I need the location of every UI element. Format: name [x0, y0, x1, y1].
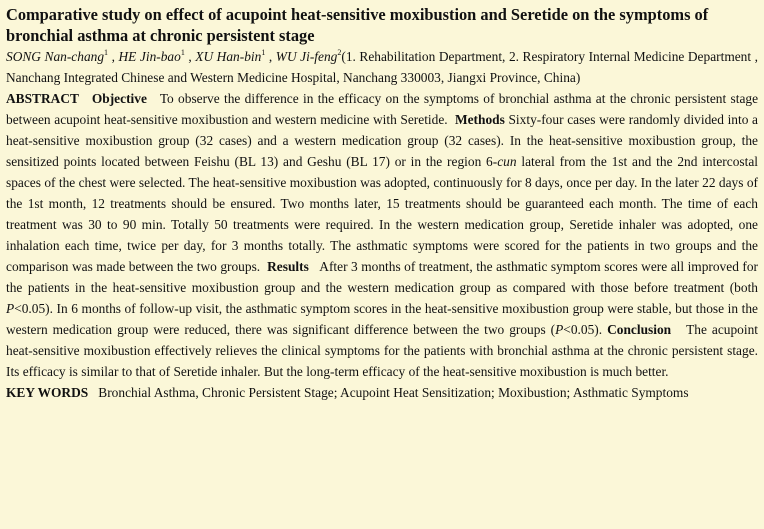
results-text-c: <0.05). — [563, 322, 603, 337]
author-1: SONG Nan-chang — [6, 49, 105, 64]
methods-text-b: lateral from the 1st and the 2nd intercostal spaces of the chest were selected. The heat-sensitive moxibustion was adopted, continuously for 8 days, once per day. In the later 22 days of the 1st month, 12 treatments should be ensured. Two months later, 15 treatments should be guaranteed each month. The time of each treatment was 30 to 90 min. Totally 50 treatments were required. In the western medication group, Seretide inhaler was adopted, one inhalation each time, twice per day, for 3 months totally. The asthmatic symptoms were scored for the patients in two groups and the comparison was made between the two groups. — [6, 154, 758, 274]
methods-cun: cun — [497, 154, 517, 169]
abstract — [6, 88, 758, 382]
author-2-aff: 1 — [180, 48, 185, 57]
author-3-aff: 1 — [261, 48, 266, 57]
objective-label: Objective — [91, 91, 147, 106]
keywords — [6, 382, 758, 403]
author-4-aff: 2 — [337, 48, 342, 57]
objective-text: To observe the difference in the efficacy on the symptoms of bronchial asthma at the chronic persistent stage between acupoint heat-sensitive moxibustion and western medicine with Seretide. — [6, 91, 759, 127]
author-line: SONG Nan-chang$^1$ , HE Jin-bao$^1$ , XU Han-bin$^1$ , WU Ji-feng$^2$(1. Rehabilitation Department, 2. Respiratory Internal Medicine Department , Nanchang Integrated Chinese and Western Medicine Hospital, Nanchang 330003, Jiangxi Province, China) — [6, 48, 758, 85]
results-text-a: After 3 months of treatment, the asthmatic symptom scores were all improved for the patients in the heat-sensitive moxibustion group and the western medication group as compared with those before treatment (both — [6, 259, 759, 295]
results-p1: P — [6, 301, 15, 316]
author-1-aff: 1 — [104, 48, 109, 57]
author-4: WU Ji-feng — [275, 49, 338, 64]
conclusion-label: Conclusion — [607, 322, 672, 337]
results-label: Results — [267, 259, 309, 274]
affiliations: (1. Rehabilitation Department, 2. Respiratory Internal Medicine Department , Nanchang Integrated Chinese and Western Medicine Hospital, Nanchang 330003, Jiangxi Province, China) — [6, 49, 758, 85]
author-2: HE Jin-bao — [118, 49, 181, 64]
keywords-text: Bronchial Asthma, Chronic Persistent Stage; Acupoint Heat Sensitization; Moxibustion; Asthmatic Symptoms — [98, 385, 689, 400]
results-text-b: <0.05). In 6 months of follow-up visit, the asthmatic symptom scores in the heat-sensitive moxibustion group were stable, but those in the western medication group were reduced, there was significant difference between the two groups ( — [6, 301, 758, 337]
conclusion-text: The acupoint heat-sensitive moxibustion effectively relieves the clinical symptoms for the patients with bronchial asthma at the chronic persistent stage. Its efficacy is similar to that of Seretide inhaler. But the long-term efficacy of the heat-sensitive moxibustion is much better. — [6, 322, 758, 379]
keywords-label: KEY WORDS — [6, 385, 89, 400]
methods-label: Methods — [454, 112, 505, 127]
abstract-label: ABSTRACT — [6, 91, 79, 106]
results-p2: P — [555, 322, 564, 337]
author-3: XU Han-bin — [195, 49, 262, 64]
paper-title: Comparative study on effect of acupoint heat-sensitive moxibustion and Seretide on the symptoms of bronchial asthma at chronic persistent stage — [6, 5, 709, 45]
methods-text-a: Sixty-four cases were randomly divided into a heat-sensitive moxibustion group (32 cases) and a western medication group (32 cases). In the heat-sensitive moxibustion group, the sensitized points located between Feishu (BL 13) and Geshu (BL 17) or in the region 6- — [6, 112, 758, 169]
